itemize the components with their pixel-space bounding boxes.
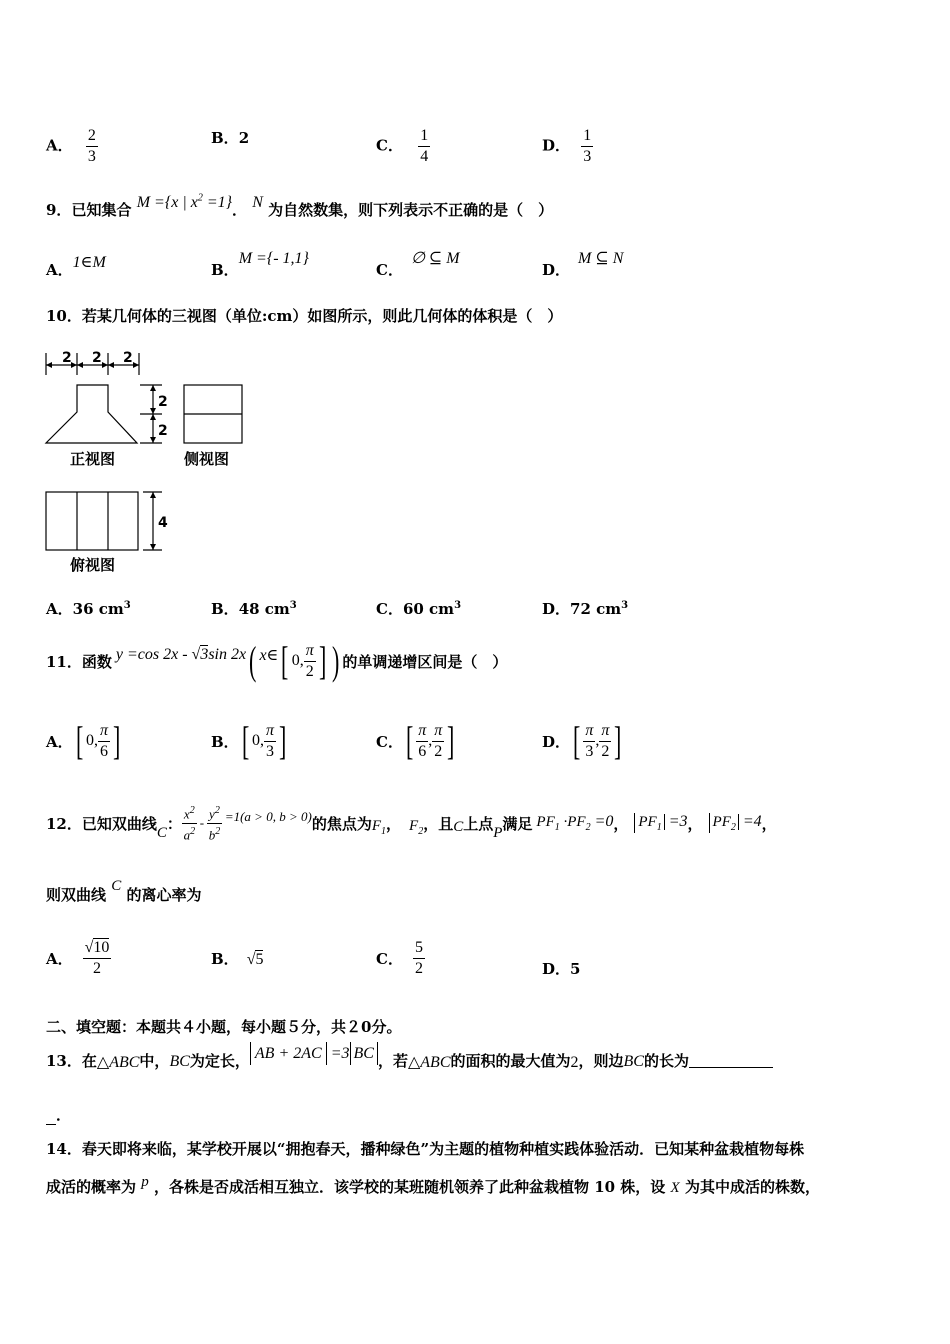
domain-zero: 0, xyxy=(291,652,304,669)
fraction xyxy=(416,722,428,761)
q11-stem xyxy=(46,636,507,686)
on-text: 上点 xyxy=(463,814,494,833)
set-m-start: M ={x | x xyxy=(136,194,198,211)
bc-segment: BC xyxy=(623,1053,644,1070)
superscript: 3 xyxy=(289,600,297,611)
q14-text-b: ，各株是否成活相互独立．该学校的某班随机领养了此种盆栽植物 10 株，设 xyxy=(153,1178,666,1196)
subscript: 2 xyxy=(418,825,424,837)
abs-vector-sum: AB + 2AC xyxy=(250,1042,327,1065)
comma: ， xyxy=(687,814,703,833)
option-label: A． xyxy=(46,732,73,751)
superscript: 2 xyxy=(190,825,196,837)
q12-option-b xyxy=(211,932,263,984)
superscript: 3 xyxy=(621,600,629,611)
subscript: 2 xyxy=(585,822,591,833)
dot-product-expr xyxy=(536,813,613,833)
numerator: 2 xyxy=(86,127,98,147)
denominator: 6 xyxy=(418,742,427,760)
fraction xyxy=(581,127,593,166)
front-view-shape xyxy=(46,385,137,443)
question-number: 11． xyxy=(46,652,82,671)
dim-label-3: 2 xyxy=(123,350,133,366)
fraction xyxy=(432,722,444,761)
superscript: 2 xyxy=(214,805,220,817)
q14-text-c: 为其中成活的株数， xyxy=(684,1178,820,1196)
q13-stem xyxy=(46,1042,773,1078)
option-expr: ∅ ⊆ M xyxy=(410,250,460,267)
superscript: 2 xyxy=(189,805,195,817)
point-p: P xyxy=(493,824,503,841)
bracket-open: [ xyxy=(405,718,414,763)
dim-label-2: 2 xyxy=(92,350,102,366)
question-number: 10． xyxy=(46,307,82,325)
comma: ， xyxy=(761,814,777,833)
pf2: ·PF xyxy=(559,814,586,830)
q10-option-a xyxy=(46,598,131,619)
focus-f1 xyxy=(372,818,386,837)
eq3: =3 xyxy=(326,1045,350,1062)
sqrt-arg: 3 xyxy=(200,646,209,663)
bracket-close: ] xyxy=(447,718,455,763)
bottom-dim-label: 4 xyxy=(158,515,168,531)
prob-p: p xyxy=(141,1174,149,1190)
q11-option-d: D． [ $\frac{\pi}{3}$ , $\frac{\pi}{2}$ ] xyxy=(542,718,622,763)
abs-expression xyxy=(250,1045,378,1063)
denominator: 3 xyxy=(87,148,96,165)
denominator xyxy=(207,824,222,842)
f-var: F xyxy=(409,817,419,834)
func-part1: y =cos 2x - xyxy=(115,646,192,663)
option-label: D． xyxy=(542,136,571,155)
pf2: PF xyxy=(712,814,731,830)
three-view-figure xyxy=(40,345,260,585)
top-view-shape xyxy=(46,492,138,550)
q10-option-b xyxy=(211,598,297,619)
q12-pre-text: 已知双曲线 xyxy=(81,814,157,833)
q11-option-c: C． [ $\frac{\pi}{6}$ , $\frac{\pi}{2}$ ] xyxy=(376,718,455,763)
fraction xyxy=(413,939,425,978)
q10-option-c xyxy=(376,598,461,619)
numerator: 5 xyxy=(413,939,425,959)
f-var: F xyxy=(371,817,381,834)
option-label: C． xyxy=(376,600,403,618)
option-value: 60 cm xyxy=(402,600,455,618)
subscript: 1 xyxy=(554,822,560,833)
option-label: A． xyxy=(46,136,73,155)
dot-eq: =0 xyxy=(590,813,614,830)
superscript: 2 xyxy=(215,825,221,837)
option-label: D． xyxy=(542,960,571,978)
option-expr: M ={- 1,1} xyxy=(238,250,309,267)
q12-stem xyxy=(46,800,777,846)
fraction-y xyxy=(207,804,222,842)
denominator xyxy=(182,824,197,842)
q14-line1 xyxy=(46,1138,804,1159)
curve-c: C xyxy=(156,824,167,841)
denominator: 6 xyxy=(99,742,108,760)
side-view-label: 侧视图 xyxy=(184,450,230,468)
curve-c: C xyxy=(111,878,122,894)
n-variable: N xyxy=(252,194,263,211)
sqrt-arg: 5 xyxy=(255,951,264,968)
paren-close: ) xyxy=(332,638,340,683)
option-expr: 1∈M xyxy=(72,254,106,271)
y-var: y xyxy=(209,806,215,822)
q10-stem xyxy=(46,305,562,326)
q13-mid: 中， xyxy=(139,1051,170,1070)
option-expr: M ⊆ N xyxy=(578,250,624,267)
triangle-abc: △ABC xyxy=(407,1054,451,1071)
q13-pre: 在 xyxy=(81,1051,97,1070)
fraction xyxy=(418,127,430,166)
set-m-expr xyxy=(137,194,232,211)
q8-option-c xyxy=(376,127,430,166)
bracket-open: [ xyxy=(573,718,581,763)
then-text: ，则边 xyxy=(578,1051,624,1070)
foci-text: 的焦点为 xyxy=(311,814,372,833)
option-label: D． xyxy=(542,600,571,618)
pf1: PF xyxy=(638,814,657,830)
numerator: 1 xyxy=(418,127,430,147)
option-label: C． xyxy=(376,136,403,155)
option-label: A． xyxy=(46,261,73,279)
q14-text-a: 成活的概率为 xyxy=(46,1178,137,1196)
equation-rhs: =1(a > 0, b > 0) xyxy=(224,809,312,824)
bc-segment: BC xyxy=(169,1053,190,1070)
option-value: 48 cm xyxy=(238,600,290,618)
option-label: C． xyxy=(376,732,403,751)
question-number: 12． xyxy=(46,814,82,833)
q9-pre-text: 已知集合 xyxy=(71,201,132,219)
q14-line2 xyxy=(46,1176,820,1197)
func-part2: sin 2x xyxy=(208,646,247,663)
q8-option-d xyxy=(542,127,593,166)
fraction xyxy=(599,722,611,761)
colon: ： xyxy=(166,814,182,833)
question-number: 9． xyxy=(46,201,72,219)
bracket-close: ] xyxy=(318,638,327,683)
q10-option-d xyxy=(542,598,628,619)
denominator: 4 xyxy=(420,148,429,165)
fraction xyxy=(83,939,112,978)
q9-post-text: 为自然数集，则下列表示不正确的是（ ） xyxy=(268,201,554,219)
option-label: D． xyxy=(542,732,571,751)
bracket-open: [ xyxy=(281,638,289,683)
option-label: B． xyxy=(211,949,239,968)
section-title: 二、填空题：本题共４小题，每小题５分，共２0分。 xyxy=(46,1018,402,1036)
q8-option-a xyxy=(46,127,98,166)
minus-sign: - xyxy=(199,815,205,830)
option-value: 5 xyxy=(570,960,581,978)
q9-option-b xyxy=(211,250,309,280)
numerator: π xyxy=(264,722,276,742)
question-number: 13． xyxy=(46,1051,82,1070)
subscript: 1 xyxy=(381,825,386,837)
side-dim-label-2: 2 xyxy=(158,423,168,439)
abs-bc: BC xyxy=(350,1042,378,1065)
q9-stem xyxy=(46,192,554,220)
superscript: 3 xyxy=(123,600,131,611)
numerator: π xyxy=(583,722,595,742)
length-text: 的长为 xyxy=(643,1051,689,1070)
area-text: 的面积的最大值为 xyxy=(450,1051,571,1070)
comma: ， xyxy=(386,814,402,833)
bracket-open: [ xyxy=(75,718,83,763)
q12-option-a xyxy=(46,932,111,984)
option-label: D． xyxy=(542,261,571,279)
numerator: π xyxy=(432,722,444,742)
end-punct: ． xyxy=(56,1106,72,1124)
triangle-abc: △ABC xyxy=(96,1054,140,1071)
random-var-x: X xyxy=(670,1180,680,1196)
q9-option-c xyxy=(376,250,460,280)
option-label: B． xyxy=(211,600,239,618)
max-value: 2 xyxy=(570,1054,579,1071)
b-var: b xyxy=(208,826,216,842)
denominator: 2 xyxy=(93,959,102,977)
curve-c: C xyxy=(453,818,464,835)
separator: ． xyxy=(232,201,248,219)
option-label: B． xyxy=(211,261,239,279)
front-view-label: 正视图 xyxy=(70,450,116,468)
denominator: 2 xyxy=(434,742,443,760)
q9-option-a xyxy=(46,254,106,280)
denominator: 3 xyxy=(585,742,594,760)
pf1: PF xyxy=(536,814,555,830)
numerator: √10 xyxy=(83,939,112,959)
fraction xyxy=(304,642,316,681)
subscript: 1 xyxy=(656,822,662,833)
abs-pf2 xyxy=(709,813,762,833)
q8-option-b xyxy=(211,127,249,148)
fraction xyxy=(264,722,276,761)
fraction xyxy=(86,127,98,166)
q11-pre-text: 函数 xyxy=(81,652,112,671)
focus-f2 xyxy=(409,818,423,837)
numerator xyxy=(207,804,222,823)
comma: ， xyxy=(613,814,629,833)
satisfy-text: 满足 xyxy=(502,814,533,833)
side-dim-label-1: 2 xyxy=(158,394,168,410)
abs1-eq: =3 xyxy=(664,813,688,830)
denominator: 2 xyxy=(305,662,314,680)
q12-line2 xyxy=(46,878,202,905)
numerator: π xyxy=(599,722,611,742)
bracket-open: [ xyxy=(241,718,250,763)
q11-option-b xyxy=(211,718,289,764)
bracket-close: ] xyxy=(279,718,287,763)
set-m-end: =1} xyxy=(202,194,233,211)
question-number: 14． xyxy=(46,1140,82,1158)
interval-left: 0, xyxy=(252,732,265,749)
numerator: π xyxy=(304,642,316,662)
denominator: 2 xyxy=(414,959,423,977)
q11-option-a xyxy=(46,718,123,764)
option-label: C． xyxy=(376,261,403,279)
q12-option-d xyxy=(542,958,580,979)
abs2-eq: =4 xyxy=(738,813,762,830)
denominator: 2 xyxy=(601,742,610,760)
q12-option-c xyxy=(376,932,425,984)
option-label: A． xyxy=(46,949,73,968)
superscript: 2 xyxy=(197,192,203,204)
option-label: C． xyxy=(376,949,403,968)
interval-left: 0, xyxy=(85,732,98,749)
denominator: 3 xyxy=(266,742,275,760)
numerator xyxy=(182,804,197,823)
option-value: 36 cm xyxy=(72,600,124,618)
fraction-x xyxy=(182,804,197,842)
q9-option-d xyxy=(542,250,624,280)
domain-prefix: x∈ xyxy=(259,647,279,664)
fixed-text: 为定长， xyxy=(189,1051,250,1070)
x-var: x xyxy=(183,806,190,822)
fraction xyxy=(583,722,595,761)
sqrt-expr: √5 xyxy=(246,951,264,968)
a-var: a xyxy=(183,826,191,842)
abs-pf1 xyxy=(634,813,687,833)
numerator: π xyxy=(416,722,428,742)
denominator: 3 xyxy=(583,148,592,165)
superscript: 3 xyxy=(454,600,462,611)
q14-text-line1: 春天即将来临，某学校开展以“拥抱春天，播种绿色”为主题的植物种植实践体验活动．已知某种盆栽植物每株 xyxy=(81,1140,805,1158)
option-label: B． xyxy=(211,129,239,147)
top-view-label: 俯视图 xyxy=(70,556,116,574)
ruo-text: ，若 xyxy=(377,1051,408,1070)
and-text: ，且 xyxy=(423,814,454,833)
option-label: B． xyxy=(211,732,239,751)
bracket-close: ] xyxy=(112,718,121,763)
option-value: 2 xyxy=(238,129,250,147)
dim-label-1: 2 xyxy=(62,350,72,366)
q10-text: 若某几何体的三视图（单位:cm）如图所示，则此几何体的体积是（ ） xyxy=(81,307,563,325)
line2-post: 的离心率为 xyxy=(126,886,202,904)
answer-blank[interactable] xyxy=(689,1053,773,1068)
line2-pre: 则双曲线 xyxy=(46,886,107,904)
option-label: A． xyxy=(46,600,73,618)
function-expr xyxy=(116,646,246,664)
option-value: 72 cm xyxy=(570,600,622,618)
fraction xyxy=(98,722,110,761)
q11-post-text: 的单调递增区间是（ ） xyxy=(342,652,508,671)
sqrt-arg: 10 xyxy=(93,938,110,956)
answer-blank-continued[interactable] xyxy=(46,1110,56,1125)
paren-open: ( xyxy=(249,638,257,683)
subscript: 2 xyxy=(730,822,736,833)
bracket-close: ] xyxy=(614,718,622,763)
sqrt-sign: √ xyxy=(191,646,201,663)
numerator: 1 xyxy=(581,127,593,147)
numerator: π xyxy=(98,722,110,742)
q13-continuation xyxy=(46,1104,71,1125)
